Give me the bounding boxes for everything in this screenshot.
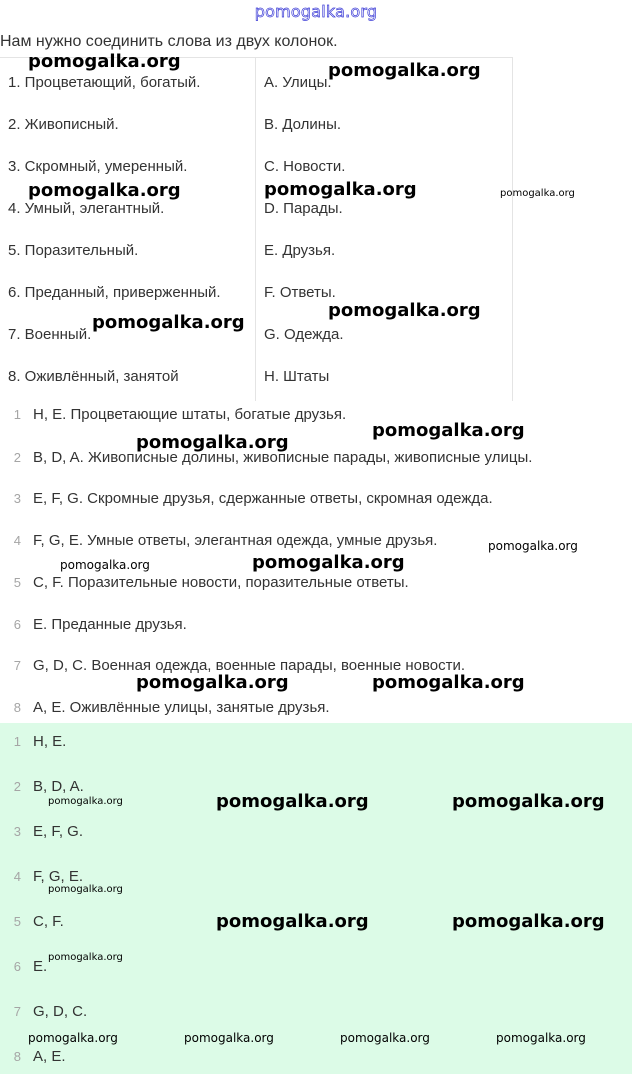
row-number: 2 [13, 779, 21, 794]
phrase-text: E. Преданные друзья. [33, 616, 187, 633]
watermark: pomogalka.org [264, 179, 417, 200]
right-column-item: C. Новости. [264, 158, 346, 175]
answer-text: E. [33, 958, 48, 975]
answer-text: E, F, G. [33, 823, 84, 840]
phrase-row [0, 406, 346, 423]
answer-row [0, 778, 84, 795]
watermark: pomogalka.org [500, 188, 575, 199]
row-number: 5 [13, 575, 21, 590]
answer-row [0, 913, 64, 930]
watermark: pomogalka.org [328, 60, 481, 81]
watermark: pomogalka.org [452, 911, 605, 932]
watermark: pomogalka.org [28, 51, 181, 72]
matching-table [0, 57, 513, 401]
answer-row [0, 1048, 66, 1065]
answer-text: B, D, A. [33, 778, 84, 795]
left-column-item: 7. Военный. [8, 326, 92, 343]
row-number: 5 [13, 914, 21, 929]
answer-text: C, F. [33, 913, 64, 930]
left-column-item: 8. Оживлённый, занятой [8, 368, 179, 385]
watermark: pomogalka.org [372, 420, 525, 441]
site-header-logo[interactable]: pomogalka.org [254, 2, 378, 21]
row-number: 7 [13, 1004, 21, 1019]
phrase-text: A, E. Оживлённые улицы, занятые друзья. [33, 699, 330, 716]
right-column-item: B. Долины. [264, 116, 342, 133]
watermark: pomogalka.org [136, 672, 289, 693]
watermark: pomogalka.org [372, 672, 525, 693]
answer-row [0, 823, 83, 840]
watermark: pomogalka.org [328, 300, 481, 321]
watermark: pomogalka.org [452, 791, 605, 812]
right-column-item: H. Штаты [264, 368, 330, 385]
watermark: pomogalka.org [216, 911, 369, 932]
phrase-text: E, F, G. Скромные друзья, сдержанные ответы, скромная одежда. [33, 490, 493, 507]
answers-panel [0, 723, 632, 1074]
watermark: pomogalka.org [28, 1031, 118, 1045]
row-number: 8 [13, 700, 21, 715]
task-intro: Нам нужно соединить слова из двух колонок. [0, 33, 338, 50]
phrase-text: H, E. Процветающие штаты, богатые друзья. [33, 406, 347, 423]
watermark: pomogalka.org [48, 796, 123, 807]
watermark: pomogalka.org [92, 312, 245, 333]
right-column-item: D. Парады. [264, 200, 343, 217]
watermark: pomogalka.org [48, 952, 123, 963]
answer-text: H, E. [33, 733, 67, 750]
phrase-row [0, 699, 330, 716]
watermark: pomogalka.org [60, 558, 150, 572]
row-number: 2 [13, 450, 21, 465]
watermark: pomogalka.org [28, 180, 181, 201]
row-number: 7 [13, 658, 21, 673]
row-number: 6 [13, 617, 21, 632]
phrase-text: G, D, C. Военная одежда, военные парады, военные новости. [33, 657, 466, 674]
row-number: 3 [13, 824, 21, 839]
right-column-item: A. Улицы. [264, 74, 332, 91]
answer-row [0, 868, 83, 885]
right-column-item: G. Одежда. [264, 326, 344, 343]
phrase-text: B, D, A. Живописные долины, живописные парады, живописные улицы. [33, 449, 533, 466]
answer-text: G, D, C. [33, 1003, 88, 1020]
row-number: 3 [13, 491, 21, 506]
left-column-item: 3. Скромный, умеренный. [8, 158, 188, 175]
phrase-text: F, G, E. Умные ответы, элегантная одежда, умные друзья. [33, 532, 438, 549]
watermark: pomogalka.org [184, 1031, 274, 1045]
left-column-item: 4. Умный, элегантный. [8, 200, 165, 217]
phrase-row [0, 616, 187, 633]
watermark: pomogalka.org [496, 1031, 586, 1045]
right-column-item: E. Друзья. [264, 242, 336, 259]
left-column-item: 6. Преданный, приверженный. [8, 284, 221, 301]
left-column-item: 2. Живописный. [8, 116, 119, 133]
row-number: 8 [13, 1049, 21, 1064]
row-number: 1 [13, 407, 21, 422]
right-column-item: F. Ответы. [264, 284, 336, 301]
phrase-row [0, 532, 437, 549]
answer-text: F, G, E. [33, 868, 84, 885]
watermark: pomogalka.org [136, 432, 289, 453]
answer-row [0, 733, 66, 750]
row-number: 6 [13, 959, 21, 974]
column-divider [255, 58, 256, 401]
answer-text: A, E. [33, 1048, 66, 1065]
left-column-item: 5. Поразительный. [8, 242, 139, 259]
answer-row [0, 1003, 87, 1020]
phrase-row [0, 574, 409, 591]
watermark: pomogalka.org [216, 791, 369, 812]
left-column-item: 1. Процветающий, богатый. [8, 74, 201, 91]
answer-row [0, 958, 47, 975]
row-number: 4 [13, 533, 21, 548]
phrase-row [0, 490, 493, 507]
watermark: pomogalka.org [252, 552, 405, 573]
watermark: pomogalka.org [488, 539, 578, 553]
watermark: pomogalka.org [48, 884, 123, 895]
row-number: 1 [13, 734, 21, 749]
phrase-text: C, F. Поразительные новости, поразительные ответы. [33, 574, 409, 591]
watermark: pomogalka.org [340, 1031, 430, 1045]
row-number: 4 [13, 869, 21, 884]
